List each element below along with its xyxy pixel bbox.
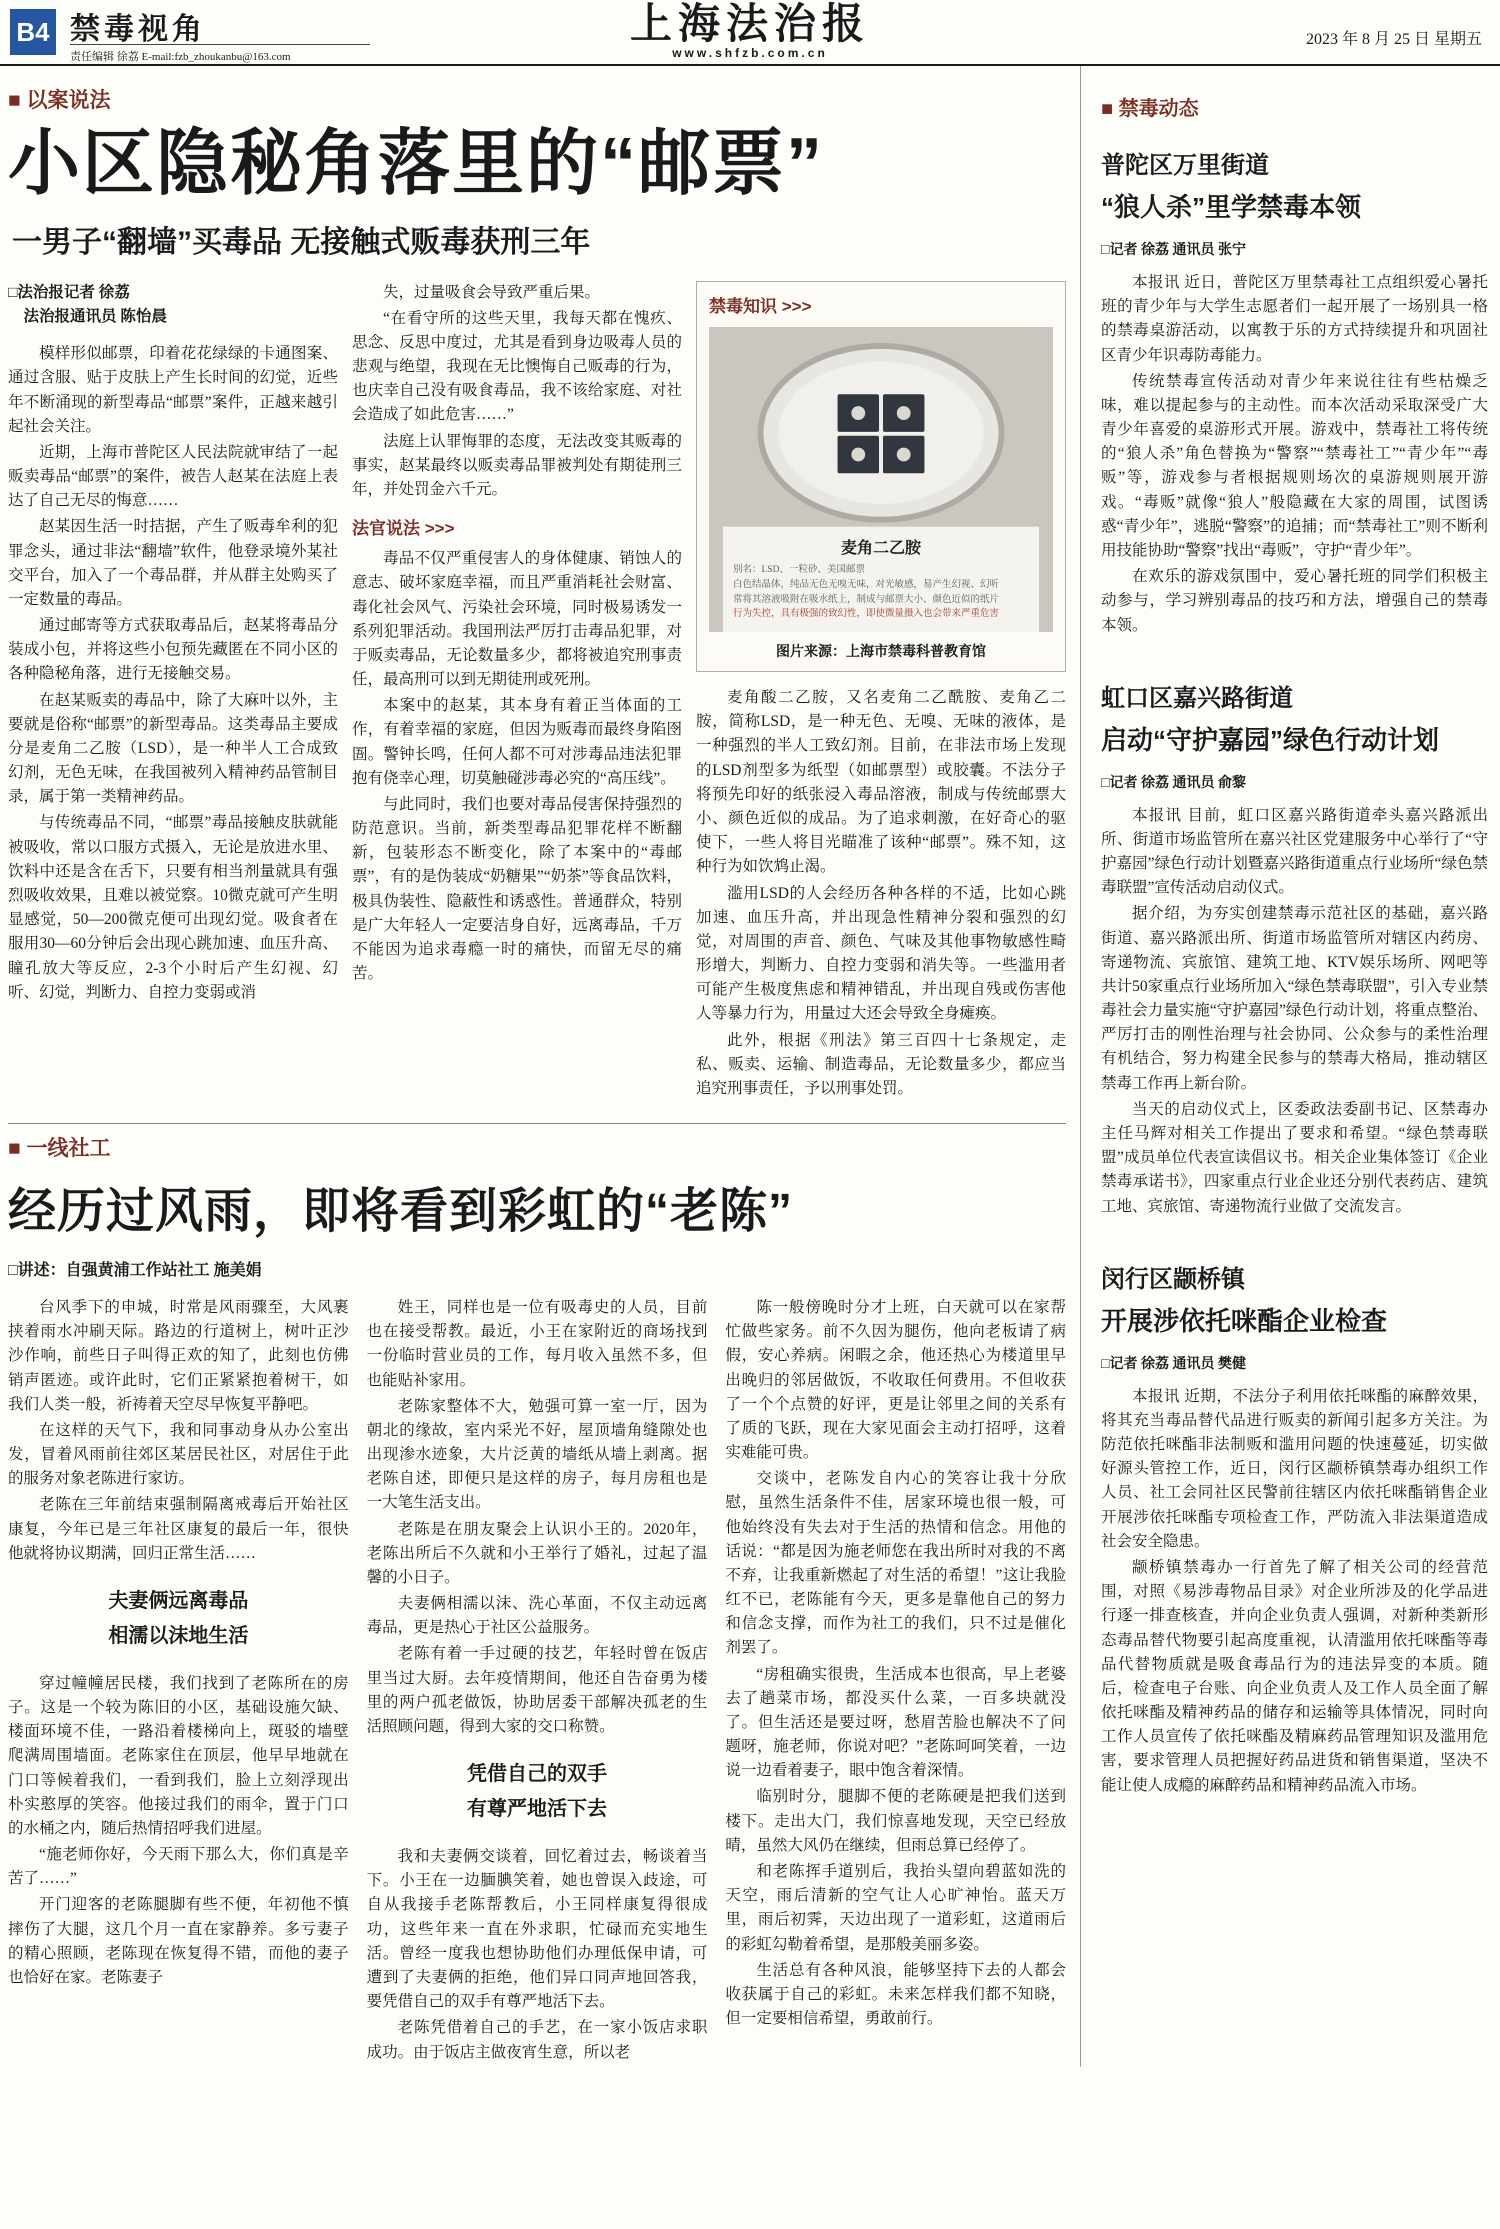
- sidebar-article-3: [1101, 1259, 1488, 1798]
- feature-byline: □讲述：自强黄浦工作站社工 施美娟: [8, 1262, 262, 1280]
- lead-headline: 小区隐秘角落里的“邮票”: [8, 124, 825, 204]
- sidebar-article-3-body: [1101, 1385, 1488, 1798]
- body-paragraph: 失，过量吸食会导致严重后果。: [383, 283, 601, 301]
- sidebar-article-1-headline: “狼人杀”里学禁毒本领: [1101, 192, 1362, 222]
- body-paragraph: 老陈有着一手过硬的技艺，年轻时曾在饭店里当过大厨。去年疫情期间，他还自告奋勇为楼里的两户孤老做饭，协助居委干部解决孤老的生活照顾问题，得到大家的交口称赞。: [366, 1645, 708, 1735]
- issue-date: 2023 年 8 月 25 日 星期五: [1305, 31, 1482, 48]
- body-paragraph: 夫妻俩相濡以沫、洗心革面，不仅主动远离毒品，更是热心于社区公益服务。: [366, 1595, 708, 1637]
- feature-subhead-2-line2: 有尊严地活下去: [467, 1798, 607, 1821]
- sidebar-article-1: [1101, 145, 1488, 638]
- body-paragraph: 本案中的赵某，其本身有着正当体面的工作，有着幸福的家庭，但因为贩毒而最终身陷囹圄。警钟长鸣，任何人都不可对涉毒品违法犯罪抱有侥幸心理，切莫触碰涉毒必究的“高压线”。: [352, 697, 682, 787]
- feature-col1-top: [8, 1296, 349, 1566]
- photo-info-line: 行为失控，具有极强的致幻性，即使微量摄入也会带来严重危害: [733, 609, 1000, 620]
- body-paragraph: 交谈中，老陈发自内心的笑容让我十分欣慰，虽然生活条件不佳，居家环境也很一般，可他始终没有失去对于生活的热情和信念。用他的话说：“都是因为施老师您在我出所时对我的不离不弃，让我重新燃起了对生活的希望！”这让我脸红不已，老陈能有今天，更多是靠他自己的努力和信念支撑，而作为社工的我们，只不过是催化剂罢了。: [725, 1470, 1067, 1657]
- body-paragraph: 姓王，同样也是一位有吸毒史的人员，目前也在接受帮教。最近，小王在家附近的商场找到一份临时营业员的工作，每月收入虽然不多，但也能贴补家用。: [366, 1299, 708, 1389]
- body-paragraph: 在这样的天气下，我和同事动身从办公室出发，冒着风雨前往郊区某居民社区，对居住于此的服务对象老陈进行家访。: [8, 1421, 349, 1488]
- sidebar-news-column: [1080, 66, 1492, 2067]
- page-section-title: 禁毒视角: [70, 13, 206, 46]
- body-paragraph: 在赵某贩卖的毒品中，除了大麻叶以外，主要就是俗称“邮票”的新型毒品。这类毒品主要成分是麦角二乙胺（LSD），是一种半人工合成致幻剂，无色无味，在我国被列入精神药品管制目录，属于第一类精神药品。: [8, 691, 338, 806]
- page-header: [0, 0, 1500, 66]
- lead-article-columns: [8, 281, 1066, 1103]
- body-paragraph: 本报讯 近日，普陀区万里禁毒社工点组织爱心暑托班的青少年与大学生志愿者们一起开展了一场别具一格的禁毒桌游活动，以寓教于乐的方式持续提升和巩固社区青少年识毒防毒能力。: [1101, 274, 1488, 364]
- sidebar-article-2-body: [1101, 804, 1488, 1219]
- body-paragraph: 本报讯 近期，不法分子利用依托咪酯的麻醉效果，将其充当毒品替代品进行贩卖的新闻引起多方关注。为防范依托咪酯非法制贩和滥用问题的快速蔓延，切实做好源头管控工作，近日，闵行区颛桥镇禁毒办组织工作人员、社工会同社区民警前往辖区内依托咪酯销售企业开展涉依托咪酯专项检查工作，严防流入非法渠道造成社会安全隐患。: [1101, 1387, 1488, 1550]
- page-content: [0, 66, 1500, 2067]
- sidebar-article-2: [1101, 678, 1488, 1219]
- body-paragraph: “在看守所的这些天里，我每天都在愧疚、思念、反思中度过，尤其是看到身边吸毒人员的悲观与绝望，我现在无比懊悔自己贩毒的行为，也庆幸自己没有吸食毒品，我不该给家庭、对社会造成了如此危害……”: [352, 309, 682, 424]
- body-paragraph: 麦角酸二乙胺，又名麦角二乙酰胺、麦角乙二胺，简称LSD，是一种无色、无嗅、无味的液体，是一种强烈的半人工致幻剂。目前，在非法市场上发现的LSD剂型多为纸型（如邮票型）或胶囊。不法分子将预先印好的纸张浸入毒品溶液，制成与传统邮票大小、颜色近似的成品。为了追求刺激，在好奇心的驱使下，一些人将目光瞄准了该种“邮票”。殊不知，这种行为如饮鸩止渴。: [696, 689, 1066, 876]
- lead-column-1: [8, 281, 338, 1103]
- body-paragraph: 此外，根据《刑法》第三百四十七条规定，走私、贩卖、运输、制造毒品，无论数量多少，都应当追究刑事责任，予以刑事处罚。: [696, 1031, 1066, 1097]
- feature-column-1: [8, 1296, 349, 2067]
- feature-col2-bottom: [367, 1845, 708, 2065]
- feature-subhead-1-line1: 夫妻俩远离毒品: [108, 1589, 249, 1612]
- lead-col2-body-top: [352, 281, 682, 503]
- body-paragraph: 开门迎客的老陈腿脚有些不便，年初他不慎摔伤了大腿，这几个月一直在家静养。多亏妻子的精心照顾，老陈现在恢复得不错，而他的妻子也恰好在家。老陈妻子: [8, 1896, 349, 1986]
- body-paragraph: “房租确实很贵，生活成本也很高，早上老婆去了趟菜市场，都没买什么菜，一百多块就没了。但生活还是要过呀，愁眉苦脸也解决不了问题呀，施老师，你说对吧？”老陈呵呵笑着，一边说一边看着妻子，眼中饱含着深情。: [725, 1665, 1067, 1780]
- lead-article: [8, 84, 1066, 1103]
- body-paragraph: 模样形似邮票，印着花花绿绿的卡通图案、通过含服、贴于皮肤上产生长时间的幻觉，近些年不断涌现的新型毒品“邮票”案件，正越来越引起社会关注。: [8, 345, 338, 435]
- body-paragraph: 通过邮寄等方式获取毒品后，赵某将毒品分装成小包，并将这些小包预先藏匿在不同小区的各种隐秘角落，进行无接触交易。: [8, 617, 338, 683]
- body-paragraph: 老陈家整体不大，勉强可算一室一厅，因为朝北的缘故，室内采光不好，屋顶墙角缝隙处也出现渗水迹象，大片泛黄的墙纸从墙上剥离。据老陈自述，即便只是这样的房子，每月房租也是一大笔生活支出。: [366, 1397, 708, 1512]
- knowledge-column: [696, 281, 1066, 1103]
- body-paragraph: 颛桥镇禁毒办一行首先了解了相关公司的经营范围，对照《易涉毒物品目录》对企业所涉及的化学品进行逐一排查核查，并向企业负责人强调，对新种类新形态毒品替代物要引起高度重视，认清滥用依托咪酯等毒品代替物质就是吸食毒品行为的违法异变的本质。随后，检查电子台账、向企业负责人及工作人员全面了解依托咪酯及精神药品的储存和运输等具体情况，同时向工作人员宣传了依托咪酯及精麻药品管理知识及滥用危害，要求管理人员把握好药品进货和销售渠道，坚决不能让使人成瘾的麻醉药品和精神药品流入市场。: [1101, 1558, 1488, 1794]
- body-paragraph: 台风季下的申城，时常是风雨骤至，大风裹挟着雨水冲刷天际。路边的行道树上，树叶正沙沙作响，前些日子叫得正欢的知了，此刻也仿佛销声匿迹。或许此时，它们正紧紧抱着树干，如我们人类一般，祈祷着天空尽早恢复平静吧。: [8, 1299, 349, 1413]
- editor-line: 责任编辑 徐荔 E-mail:fzb_zhoukanbu@163.com: [70, 44, 370, 64]
- feature-subhead-1: [8, 1584, 349, 1654]
- body-paragraph: 本报讯 目前，虹口区嘉兴路街道牵头嘉兴路派出所、街道市场监管所在嘉兴社区党建服务中心举行了“守护嘉园”绿色行动计划暨嘉兴路街道重点行业场所“绿色禁毒联盟”宣传活动启动仪式。: [1101, 806, 1488, 897]
- photo-info-line: 白色结晶体，纯品无色无嗅无味，对光敏感，易产生幻视、幻听: [733, 579, 1000, 590]
- lead-col1-body: [8, 342, 338, 1005]
- body-paragraph: 老陈在三年前结束强制隔离戒毒后开始社区康复，今年已是三年社区康复的最后一年，很快他就将协议期满，回归正常生活……: [8, 1496, 349, 1562]
- section-divider: [8, 1123, 1066, 1124]
- body-paragraph: 与传统毒品不同，“邮票”毒品接触皮肤就能被吸收，常以口服方式摄入，无论是放进水里、饮料中还是含在舌下，只要有相当剂量就具有强烈吸收效果，且难以被觉察。10微克就可产生明显感觉，50—200微克便可出现幻觉。吸食者在服用30—60分钟后会出现心跳加速、血压升高、瞳孔放大等反应，2-3个小时后产生幻视、幻听、幻觉，判断力、自控力变弱或消: [8, 814, 338, 1001]
- sidebar-article-1-byline: □记者 徐荔 通讯员 张宁: [1101, 243, 1246, 259]
- body-paragraph: “施老师你好，今天雨下那么大，你们真是辛苦了……”: [8, 1846, 349, 1888]
- masthead: [540, 2, 960, 60]
- sidebar-article-3-headline: 开展涉依托咪酯企业检查: [1101, 1305, 1388, 1336]
- body-paragraph: 生活总有各种风浪，能够坚持下去的人都会收获属于自己的彩虹。未来怎样我们都不知晓，但一定要相信希望，勇敢前行。: [725, 1961, 1067, 2028]
- body-paragraph: 与此同时，我们也要对毒品侵害保持强烈的防范意识。当前，新类型毒品犯罪花样不断翻新，包装形态不断变化，除了本案中的“毒邮票”，有的是伪装成“奶糖果”“奶茶”等食品饮料，极具伪装性、隐蔽性和诱惑性。普通群众，特别是广大年轻人一定要洁身自好，远离毒品，千万不能因为追求毒瘾一时的痛快，而留无尽的痛苦。: [352, 795, 682, 983]
- petri-dish-illustration: [723, 339, 1039, 527]
- lead-section-marker: ■ 以案说法: [8, 89, 111, 112]
- body-paragraph: 老陈凭借着自己的手艺，在一家小饭店求职成功。由于饭店主做夜宵生意，所以老: [366, 2019, 708, 2061]
- body-paragraph: 我和夫妻俩交谈着，回忆着过去，畅谈着当下。小王在一边腼腆笑着，她也曾误入歧途，可自从我接手老陈帮教后，小王同样康复得很成功，这些年来一直在外求职，忙碌而充实地生活。曾经一度我也想协助他们办理低保申请，可遭到了夫妻俩的拒绝，他们异口同声地回答我，要凭借自己的双手有尊严地活下去。: [366, 1848, 708, 2011]
- lead-column-2: [352, 281, 682, 1103]
- lead-byline: [8, 281, 338, 331]
- feature-col2-top: [367, 1296, 708, 1739]
- lead-col2-body-bottom: [352, 547, 682, 986]
- image-credit: 图片来源：上海市禁毒科普教育馆: [776, 645, 986, 661]
- body-paragraph: 在欢乐的游戏氛围中，爱心暑托班的同学们积极主动参与，学习辨别毒品的技巧和方法，增强自己的禁毒本领。: [1101, 568, 1488, 634]
- feature-subhead-1-line2: 相濡以沫地生活: [108, 1624, 249, 1647]
- sidebar-article-2-region: 虹口区嘉兴路街道: [1101, 684, 1293, 712]
- sidebar-section-marker: ■ 禁毒动态: [1101, 98, 1199, 120]
- body-paragraph: 临别时分，腿脚不便的老陈硬是把我们送到楼下。走出大门，我们惊喜地发现，天空已经放晴，虽然大风仍在继续，但雨总算已经停了。: [725, 1788, 1067, 1854]
- body-paragraph: 穿过幢幢居民楼，我们找到了老陈所在的房子。这是一个较为陈旧的小区，基础设施欠缺、楼面环境不佳，一路沿着楼梯向上，斑驳的墙壁爬满周围墙面。老陈家住在顶层，他早早地就在门口等候着我们，一看到我们，脸上立刻浮现出朴实憨厚的笑容。他接过我们的雨伞，置于门口的水桶之内，随后热情招呼我们进屋。: [8, 1674, 349, 1837]
- lead-subheadline: 一男子“翻墙”买毒品 无接触式贩毒获刑三年: [12, 225, 591, 259]
- feature-headline: 经历过风雨，即将看到彩虹的“老陈”: [8, 1185, 794, 1239]
- body-paragraph: 老陈是在朋友聚会上认识小王的。2020年，老陈出所后不久就和小王举行了婚礼，过起了温馨的小日子。: [366, 1520, 708, 1586]
- sidebar-article-2-headline: 启动“守护嘉园”绿色行动计划: [1101, 724, 1440, 755]
- sidebar-article-2-byline: □记者 徐荔 通讯员 俞黎: [1101, 775, 1246, 791]
- feature-column-2: [367, 1296, 708, 2067]
- photo-info-lines: [733, 563, 1029, 622]
- body-paragraph: 毒品不仅严重侵害人的身体健康、销蚀人的意志、破坏家庭幸福，而且严重消耗社会财富、毒化社会风气、污染社会环境，同时极易诱发一系列犯罪活动。我国刑法严厉打击毒品犯罪，对于贩卖毒品，无论数量多少，都将被追究刑事责任，最高刑可以到无期徒刑或死刑。: [352, 550, 682, 689]
- sidebar-article-1-body: [1101, 271, 1488, 638]
- lead-byline-reporter: □法治报记者 徐荔: [8, 283, 130, 301]
- lsd-stamps-photo: [709, 327, 1053, 633]
- body-paragraph: 当天的启动仪式上，区委政法委副书记、区禁毒办主任马辉对相关工作提出了要求和希望。“绿色禁毒联盟”成员单位代表宣读倡议书。相关企业集体签订《企业禁毒承诺书》，四家重点行业企业还分别代表药店、建筑工地、宾旅馆、寄递物流行业做了交流发言。: [1101, 1100, 1488, 1215]
- main-column: [8, 66, 1066, 2067]
- body-paragraph: 赵某因生活一时拮据，产生了贩毒牟利的犯罪念头，通过非法“翻墙”软件，他登录境外某社交平台，加入了一个毒品群，并从群主处购买了一定数量的毒品。: [8, 518, 338, 608]
- knowledge-box-header: 禁毒知识 >>>: [709, 296, 812, 316]
- body-paragraph: 传统禁毒宣传活动对青少年来说往往有些枯燥乏味，难以提起参与的主动性。而本次活动采取深受广大青少年喜爱的桌游形式开展。游戏中，禁毒社工将传统的“狼人杀”角色替换为“警察”“禁毒社工”“青少年”“毒贩”等，游戏参与者根据规则场次的桌游规则展开游戏。“毒贩”就像“狼人”般隐藏在大家的周围，试图诱惑“青少年”，逃脱“警察”的追捕；而“禁毒社工”则不断利用技能协助“警察”找出“毒贩”，守护“青少年”。: [1101, 372, 1488, 559]
- lead-byline-correspondent: 法治报通讯员 陈怡晨: [8, 308, 167, 326]
- feature-columns: [8, 1296, 1066, 2067]
- edition-badge: B4: [10, 9, 56, 55]
- photo-info-card: [723, 526, 1039, 632]
- body-paragraph: 滥用LSD的人会经历各种各样的不适，比如心跳加速、血压升高，并出现急性精神分裂和强烈的幻觉，对周围的声音、颜色、气味及其他事物敏感性畸形增大，判断力、自控力变弱和消失等。一些滥用者可能产生极度焦虑和精神错乱，并出现自残或伤害他人等暴力行为，用量过大还会导致全身瘫痪。: [696, 884, 1066, 1023]
- sidebar-article-3-region: 闵行区颛桥镇: [1101, 1265, 1245, 1293]
- knowledge-body: [696, 686, 1066, 1101]
- feature-col1-bottom: [8, 1672, 349, 1990]
- knowledge-box: [696, 281, 1066, 673]
- feature-col3-body: [725, 1296, 1066, 2031]
- feature-article: [8, 1132, 1066, 2067]
- sidebar-article-3-byline: □记者 徐荔 通讯员 樊健: [1101, 1356, 1246, 1372]
- feature-column-3: [725, 1296, 1066, 2067]
- feature-subhead-2: [367, 1757, 708, 1827]
- photo-info-line: 别名：LSD、一粒砂、美国邮票: [733, 565, 865, 576]
- masthead-title: 上海法治报: [629, 0, 870, 48]
- body-paragraph: 据介绍，为夯实创建禁毒示范社区的基础，嘉兴路街道、嘉兴路派出所、街道市场监管所对辖区内药房、寄递物流、宾旅馆、建筑工地、KTV娱乐场所、网吧等共计50家重点行业场所加入“绿色禁毒联盟”，引入专业禁毒社会力量实施“守护嘉园”绿色行动计划，将重点整治、严厉打击的刚性治理与社会协同、公众参与的柔性治理有机结合，努力构建全民参与的禁毒大格局，推动辖区禁毒工作再上新台阶。: [1101, 905, 1488, 1092]
- sidebar-article-1-region: 普陀区万里街道: [1101, 152, 1269, 179]
- masthead-url: www.shfzb.com.cn: [672, 46, 828, 61]
- feature-subhead-2-line1: 凭借自己的双手: [467, 1763, 607, 1786]
- photo-label: 麦角二乙胺: [840, 540, 921, 558]
- feature-section-marker: ■ 一线社工: [8, 1137, 111, 1161]
- body-paragraph: 近期，上海市普陀区人民法院就审结了一起贩卖毒品“邮票”的案件，被告人赵某在法庭上表达了自己无尽的悔意……: [8, 443, 338, 510]
- body-paragraph: 法庭上认罪悔罪的态度，无法改变其贩毒的事实，赵某最终以贩卖毒品罪被判处有期徒刑三年，并处罚金六千元。: [352, 432, 682, 498]
- judge-says-header: 法官说法 >>>: [352, 519, 455, 539]
- body-paragraph: 和老陈挥手道别后，我抬头望向碧蓝如洗的天空，雨后清新的空气让人心旷神怡。蓝天万里，雨后初霁，天边出现了一道彩虹，这道雨后的彩虹勾勒着希望，是那般美丽多姿。: [725, 1863, 1067, 1953]
- body-paragraph: 陈一般傍晚时分才上班，白天就可以在家帮忙做些家务。前不久因为腿伤，他向老板请了病假，安心养病。闲暇之余，他还热心为楼道里早出晚归的邻居做饭，不收取任何费用。不但收获了一个个点赞的好评，更是让邻里之间的关系有了质的飞跃，现在大家见面会主动打招呼，这着实难能可贵。: [725, 1299, 1067, 1462]
- photo-info-line: 常将其溶液吸附在吸水纸上，制成与邮票大小、颜色近似的纸片: [733, 594, 1000, 605]
